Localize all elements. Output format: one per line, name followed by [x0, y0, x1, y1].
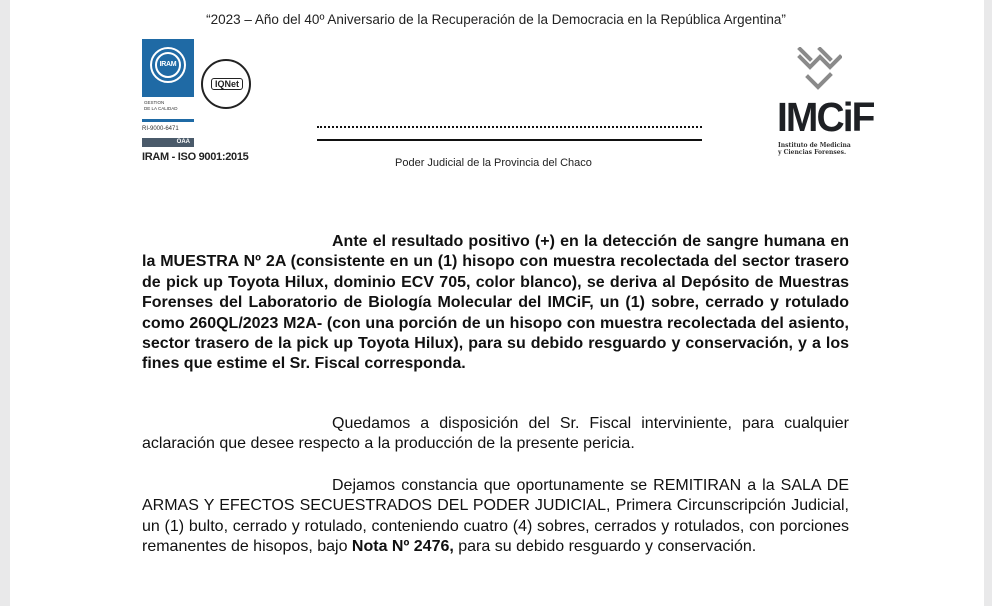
iram-registration: RI-9000-6471	[142, 126, 179, 132]
header-solid-rule	[317, 139, 702, 141]
iram-logo	[142, 39, 194, 97]
oaa-label: OAA	[176, 139, 190, 145]
iram-logo-text: IRAM	[155, 52, 181, 78]
iram-caption: GESTION DE LA CALIDAD	[144, 100, 178, 111]
header-motto: “2023 – Año del 40º Aniversario de la Recuperación de la Democracia en la República Argentina”	[206, 12, 786, 27]
header-dotted-rule	[317, 126, 702, 128]
oaa-badge	[142, 138, 194, 147]
paragraph-result: Ante el resultado positivo (+) en la detección de sangre humana en la MUESTRA Nº 2A (consistente en un (1) hisopo con muestra recolectada del sector trasero de pick up Toyota Hilux, dominio ECV 705, color blanco), se deriva al Depósito de Muestras Forenses del Laboratorio de Biología Molecular del IMCiF, un (1) sobre, cerrado y rotulado como 260QL/2023 M2A- (con una porción de un hisopo con muestra recolectada del asiento, sector trasero de la pick up Toyota Hilux), para su debido resguardo y conservación, y a los fines que estime el Sr. Fiscal corresponda.	[142, 233, 849, 373]
iqnet-logo	[201, 59, 251, 109]
iqnet-logo-text: IQNet	[211, 78, 243, 90]
paragraph-remittance: Dejamos constancia que oportunamente se REMITIRAN a la SALA DE ARMAS Y EFECTOS SECUESTRADOS DEL PODER JUDICIAL, Primera Circunscripción Judicial, un (1) bulto, cerrado y rotulado, conteniendo cuatro (4) sobres, cerrados y rotulados, con porciones remanentes de hisopos, bajo Nota Nº 2476, para su debido resguardo y conservación.	[142, 477, 849, 556]
paragraph-availability: Quedamos a disposición del Sr. Fiscal interviniente, para cualquier aclaración que desee respecto a la producción de la presente pericia.	[142, 415, 849, 453]
imcif-logo-text: IMCiF	[777, 94, 874, 140]
note-number: Nota Nº 2476,	[351, 538, 454, 556]
iram-divider	[142, 119, 194, 122]
court-name: Poder Judicial de la Provincia del Chaco	[395, 157, 592, 169]
imcif-emblem-icon	[796, 47, 842, 95]
iram-iso-certification: IRAM - ISO 9001:2015	[142, 151, 249, 163]
imcif-subtitle: Instituto de Medicina y Ciencias Forenses.	[778, 142, 851, 156]
